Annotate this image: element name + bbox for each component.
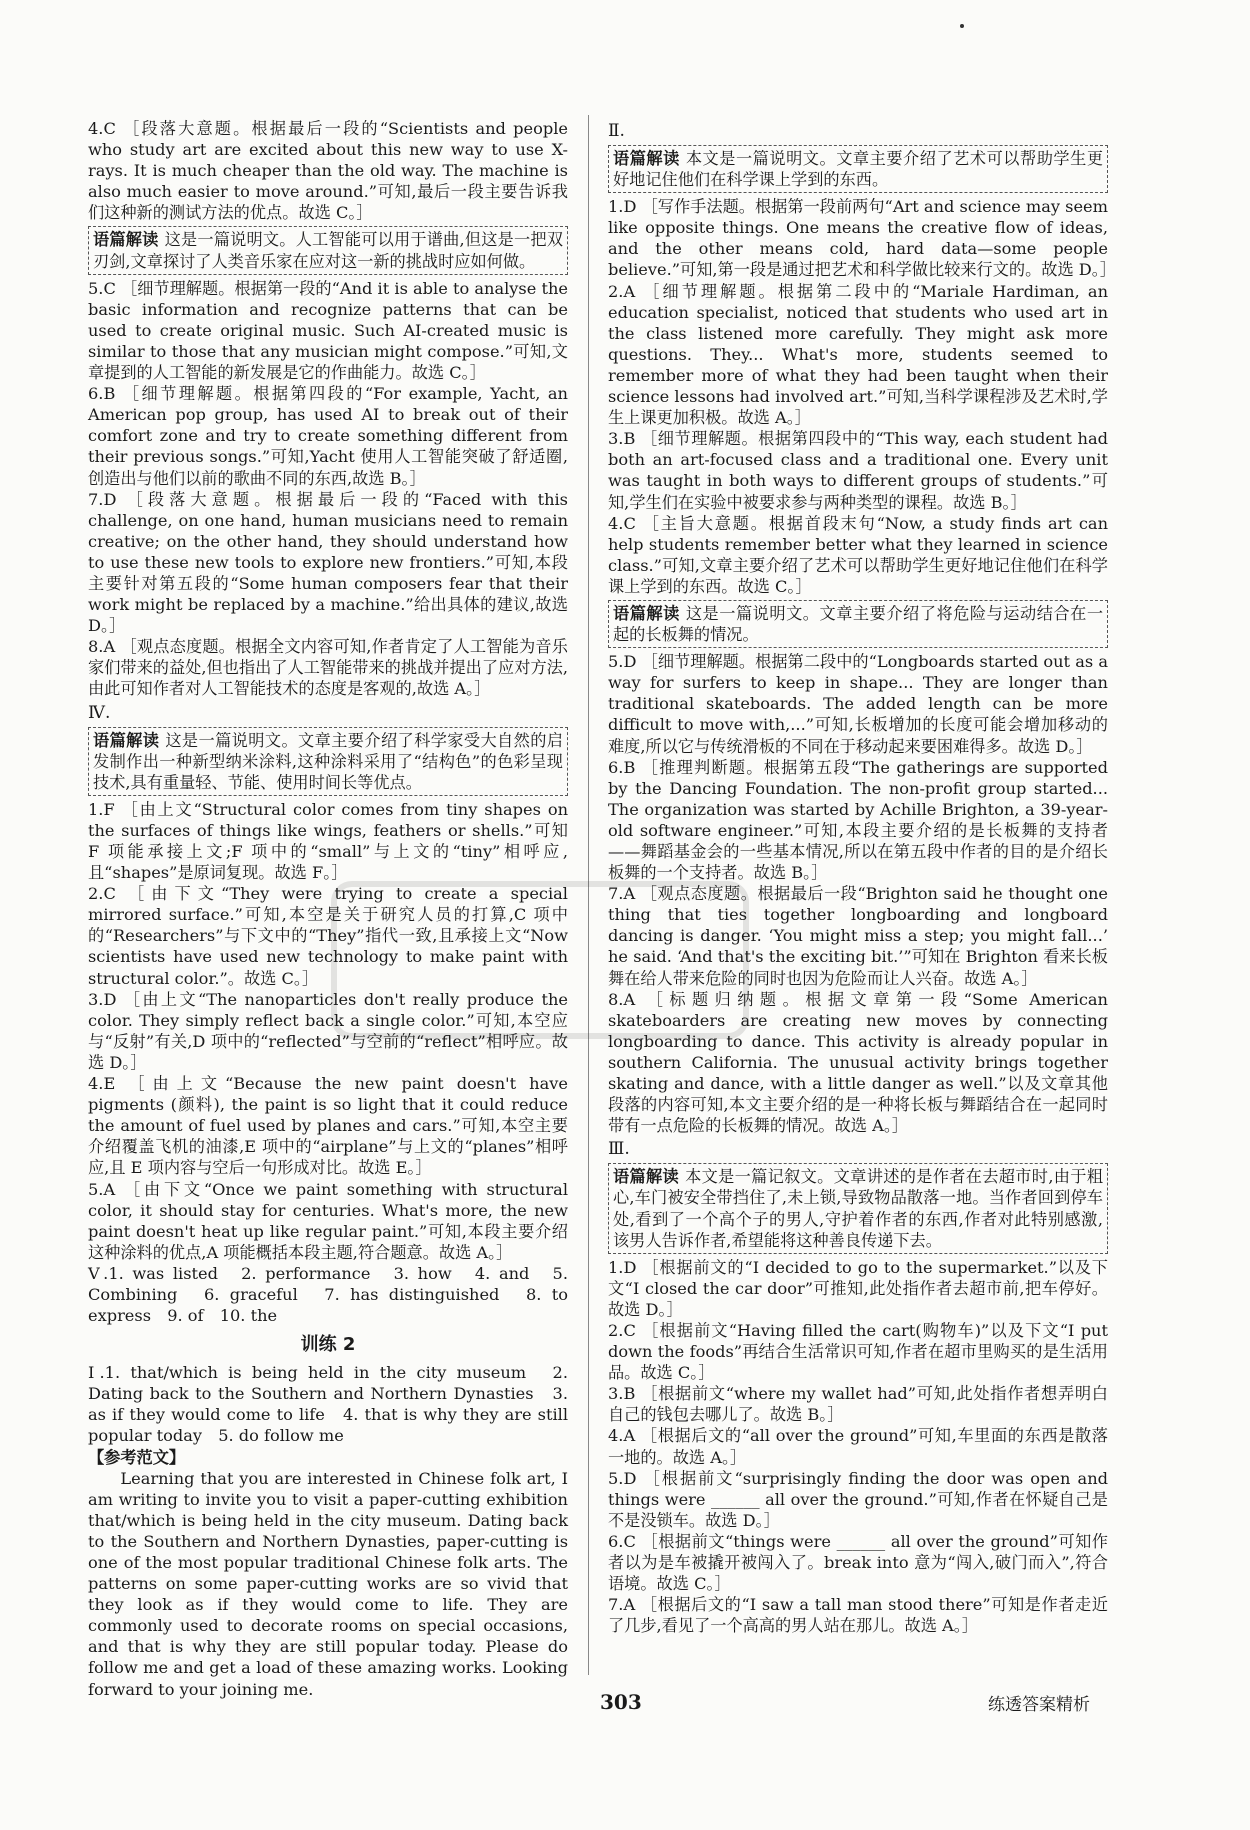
passage-summary-box — [88, 226, 568, 274]
answer-list — [608, 196, 1117, 597]
answer-item: 7.D ［段落大意题。根据最后一段的“Faced with this challenge, on one hand, human musicians need to remain creative; on the other hand, they should understand how to use these new tools to explore new frontiers.”可知,本段主要针对第五段的“Some human composers fear that their work might be replaced by a machine.”给出具体的建议,故选 D。］ — [88, 489, 568, 636]
summary-text: 这是一篇说明文。文章主要介绍了将危险与运动结合在一起的长板舞的情况。 — [613, 603, 1104, 645]
summary-tag: 语篇解读 — [613, 603, 680, 623]
answer-item: 4.C ［段落大意题。根据最后一段的“Scientists and people who study art are excited about this new way to use X-rays. It is much cheaper than the old way. The machine is also much easier to move around.”可知,最后一段主要告诉我们这种新的测试方法的优点。故选 C。］ — [88, 119, 568, 223]
answer-item: 2.A ［细节理解题。根据第二段中的“Mariale Hardiman, an education specialist, noticed that students who used art in the class listened more carefully. They might ask more questions. They... What's more, students seemed to remember more of what they had been taught when their science lessons had involved art.”可知,当科学课程涉及艺术时,学生上课更加积极。故选 A。］ — [608, 281, 1108, 428]
answer-item: 6.B ［细节理解题。根据第四段的“For example, Yacht, an American pop group, has used AI to break out of their comfort zone and try to create something different from their previous songs.”可知,Yacht 使用人工智能突破了舒适圈,创造出与他们以前的歌曲不同的东西,故选 B。］ — [88, 384, 568, 488]
answer-item: 8.A ［观点态度题。根据全文内容可知,作者肯定了人工智能为音乐家们带来的益处,但也指出了人工智能带来的挑战并提出了应对方法,由此可知作者对人工智能技术的态度是客观的,故选 A。］ — [88, 637, 568, 699]
decorative-dot — [960, 24, 964, 28]
answer-item: 4.E ［由上文“Because the new paint doesn't have pigments (颜料), the paint is so light that it could reduce the amount of fuel used by planes and cars.”可知,本空主要介绍覆盖飞机的油漆,E 项中的“airplane”与上文的“planes”相呼应,且 E 项内容与空后一句形成对比。故选 E。］ — [88, 1074, 568, 1178]
answer-item: 2.C ［由下文“They were trying to create a special mirrored surface.”可知,本空是关于研究人员的打算,C 项中的“Researchers”与下文中的“They”指代一致,且承接上文“Now scientists have used new technology to make paint with structural color.”。故选 C。］ — [88, 884, 568, 988]
model-essay: Learning that you are interested in Chinese folk art, I am writing to invite you to visit a paper-cutting exhibition that/which is being held in the city museum. Dating back to the Southern and Northern Dynasties, paper-cutting is one of the most popular traditional Chinese folk arts. The patterns on some paper-cutting works are so vivid that they look as if they would come to life. They are commonly used to decorate rooms on special occasions, and that is why they are still popular today. Please do follow me and get a load of these amazing works. Looking forward to your joining me. — [88, 1468, 568, 1699]
model-essay-heading: 【参考范文】 — [88, 1447, 186, 1467]
answer-item: 6.C ［根据前文“things were ______ all over the ground”可知作者以为是车被撬开被闯入了。break into 意为“闯入,破门而入”,符合语境。故选 C。］ — [608, 1531, 1108, 1594]
fill-blank-answers: Ⅴ.1. was listed 2. performance 3. how 4. and 5. Combining 6. graceful 7. has distinguished 8. to express 9. of 10. the — [88, 1263, 568, 1326]
page-number: 303 — [600, 1690, 642, 1714]
answer-list — [608, 1257, 1108, 1637]
watermark-stamp — [330, 880, 750, 1040]
summary-text: 本文是一篇说明文。文章主要介绍了艺术可以帮助学生更好地记住他们在科学课上学到的东西。 — [613, 149, 1104, 190]
answer-item: 3.D ［由上文“The nanoparticles don't really produce the color. They simply reflect back a single color.”可知,本空应与“反射”有关,D 项中的“reflected”与空前的“reflect”相呼应。故选 D。］ — [88, 989, 568, 1072]
passage-summary-box — [608, 1163, 1108, 1253]
answer-item: 7.A ［观点态度题。根据最后一段“Brighton said he thought one thing that ties together longboarding and longboard dancing is danger. ‘You might miss a step; you might fall...’ he said. ‘And that's the exciting bit.’”可知在 Brighton 看来长板舞在给人带来危险的同时也因为危险而让人兴奋。故选 A。］ — [608, 884, 1108, 988]
passage-summary-box — [88, 727, 568, 796]
section-numeral: Ⅳ. — [88, 702, 111, 723]
translation-answers: Ⅰ.1. that/which is being held in the city museum 2. Dating back to the Southern and Northern Dynasties 3. as if they would come to life 4. that is why they are still popular today 5. do follow me — [88, 1363, 568, 1446]
summary-text: 这是一篇说明文。文章主要介绍了科学家受大自然的启发制作出一种新型纳米涂料,这种涂料采用了“结构色”的色彩呈现技术,具有重量轻、节能、使用时间长等优点。 — [93, 730, 563, 792]
answer-item: 6.B ［推理判断题。根据第五段“The gatherings are supported by the Dancing Foundation. The non-profit group started... The organization was started by Achille Brighton, a 39-year-old software engineer.”可知,本段主要介绍的是长板舞的支持者——舞蹈基金会的一些基本情况,所以在第五段中作者的目的是介绍长板舞的一个支持者。故选 B。］ — [608, 757, 1108, 883]
answer-list — [88, 118, 568, 223]
section-numeral: Ⅱ. — [608, 121, 625, 141]
footer-label: 练透答案精析 — [988, 1695, 1090, 1715]
answer-item: 5.D ［根据前文“surprisingly finding the door was open and things were ______ all over the ground.”可知,作者在怀疑自己是不是没锁车。故选 D。］ — [608, 1468, 1108, 1530]
section-numeral: Ⅲ. — [608, 1139, 630, 1160]
answer-item: 1.D ［根据前文的“I decided to go to the supermarket.”以及下文“I closed the car door”可推知,此处指作者去超市前,把车停好。故选 D。］ — [608, 1257, 1108, 1319]
answer-list — [88, 278, 568, 700]
answer-item: 3.B ［根据前文“where my wallet had”可知,此处指作者想弄明白自己的钱包去哪儿了。故选 B。］ — [608, 1384, 1108, 1425]
answer-item: 2.C ［根据前文“Having filled the cart(购物车)”以及下文“I put down the foods”再结合生活常识可知,作者在超市里购买的是生活用品。故选 C。］ — [608, 1320, 1108, 1383]
answer-item: 3.B ［细节理解题。根据第四段中的“This way, each student had both an art-focused class and a traditional one. Every unit was taught in both ways to different groups of students.”可知,学生们在实验中被要求参与两种类型的课程。故选 B。］ — [608, 429, 1108, 512]
summary-tag: 语篇解读 — [93, 730, 160, 750]
summary-text: 本文是一篇记叙文。文章讲述的是作者在去超市时,由于粗心,车门被安全带挡住了,未上锁,导致物品散落一地。当作者回到停车处,看到了一个高个子的男人,守护着作者的东西,作者对此特别感激,该男人告诉作者,希望能将这种善良传递下去。 — [613, 1167, 1104, 1250]
answer-item: 1.D ［写作手法题。根据第一段前两句“Art and science may seem like opposite things. One means the creative flow of ideas, and the other means cold, hard data—some people believe.”可知,第一段是通过把艺术和科学做比较来行文的。故选 D。］ — [608, 197, 1117, 280]
answer-item: 5.C ［细节理解题。根据第一段的“And it is able to analyse the basic information and recognize patterns that can be used to create original music. Such AI-created music is similar to those that any musician might compose.”可知,文章提到的人工智能的新发展是它的作曲能力。故选 C。］ — [88, 278, 568, 383]
section-title: 训练 2 — [300, 1334, 356, 1356]
answer-item: 8.A ［标题归纳题。根据文章第一段“Some American skateboarders are creating new moves by connecting longboarding to dance. This activity is already popular in southern California. The unusual activity brings together skating and dance, with a little danger as well.”以及文章其他段落的内容可知,本文主要介绍的是一种将长板与舞蹈结合在一起同时带有一点危险的长板舞的情况。故选 A。］ — [608, 989, 1108, 1136]
answer-item: 4.A ［根据后文的“all over the ground”可知,车里面的东西是散落一地的。故选 A。］ — [608, 1426, 1108, 1467]
answer-item: 5.D ［细节理解题。根据第二段中的“Longboards started out as a way for surfers to keep in shape... They are longer than traditional skateboards. The added length can be more difficult to move with,...”可知,长板增加的长度可能会增加移动的难度,所以它与传统滑板的不同在于移动起来要困难得多。故选 D。］ — [608, 652, 1108, 756]
right-column — [608, 118, 1117, 1636]
answer-item: 5.A ［由下文“Once we paint something with structural color, it should stay for centuries. What's more, the new paint doesn't heat up like regular paint.”可知,本段主要介绍这种涂料的优点,A 项能概括本段主题,符合题意。故选 A。］ — [88, 1179, 568, 1262]
answer-item: 4.C ［主旨大意题。根据首段末句“Now, a study finds art can help students remember better what they learned in science class.”可知,文章主要介绍了艺术可以帮助学生更好地记住他们在科学课上学到的东西。故选 C。］ — [608, 513, 1108, 596]
summary-tag: 语篇解读 — [93, 230, 159, 250]
answer-item: 1.F ［由上文“Structural color comes from tiny shapes on the surfaces of things like wings, feathers or shells.”可知 F 项能承接上文;F 项中的“small”与上文的“tiny”相呼应,且“shapes”是原词复现。故选 F。］ — [88, 799, 568, 883]
passage-summary-box — [608, 600, 1108, 648]
summary-tag: 语篇解读 — [613, 1167, 680, 1187]
summary-text: 这是一篇说明文。人工智能可以用于谱曲,但这是一把双刃剑,文章探讨了人类音乐家在应对这一新的挑战时应如何做。 — [93, 230, 564, 271]
answer-item: 7.A ［根据后文的“I saw a tall man stood there”可知是作者走近了几步,看见了一个高高的男人站在那儿。故选 A。］ — [608, 1595, 1108, 1636]
summary-tag: 语篇解读 — [613, 149, 680, 168]
passage-summary-box — [608, 145, 1108, 193]
